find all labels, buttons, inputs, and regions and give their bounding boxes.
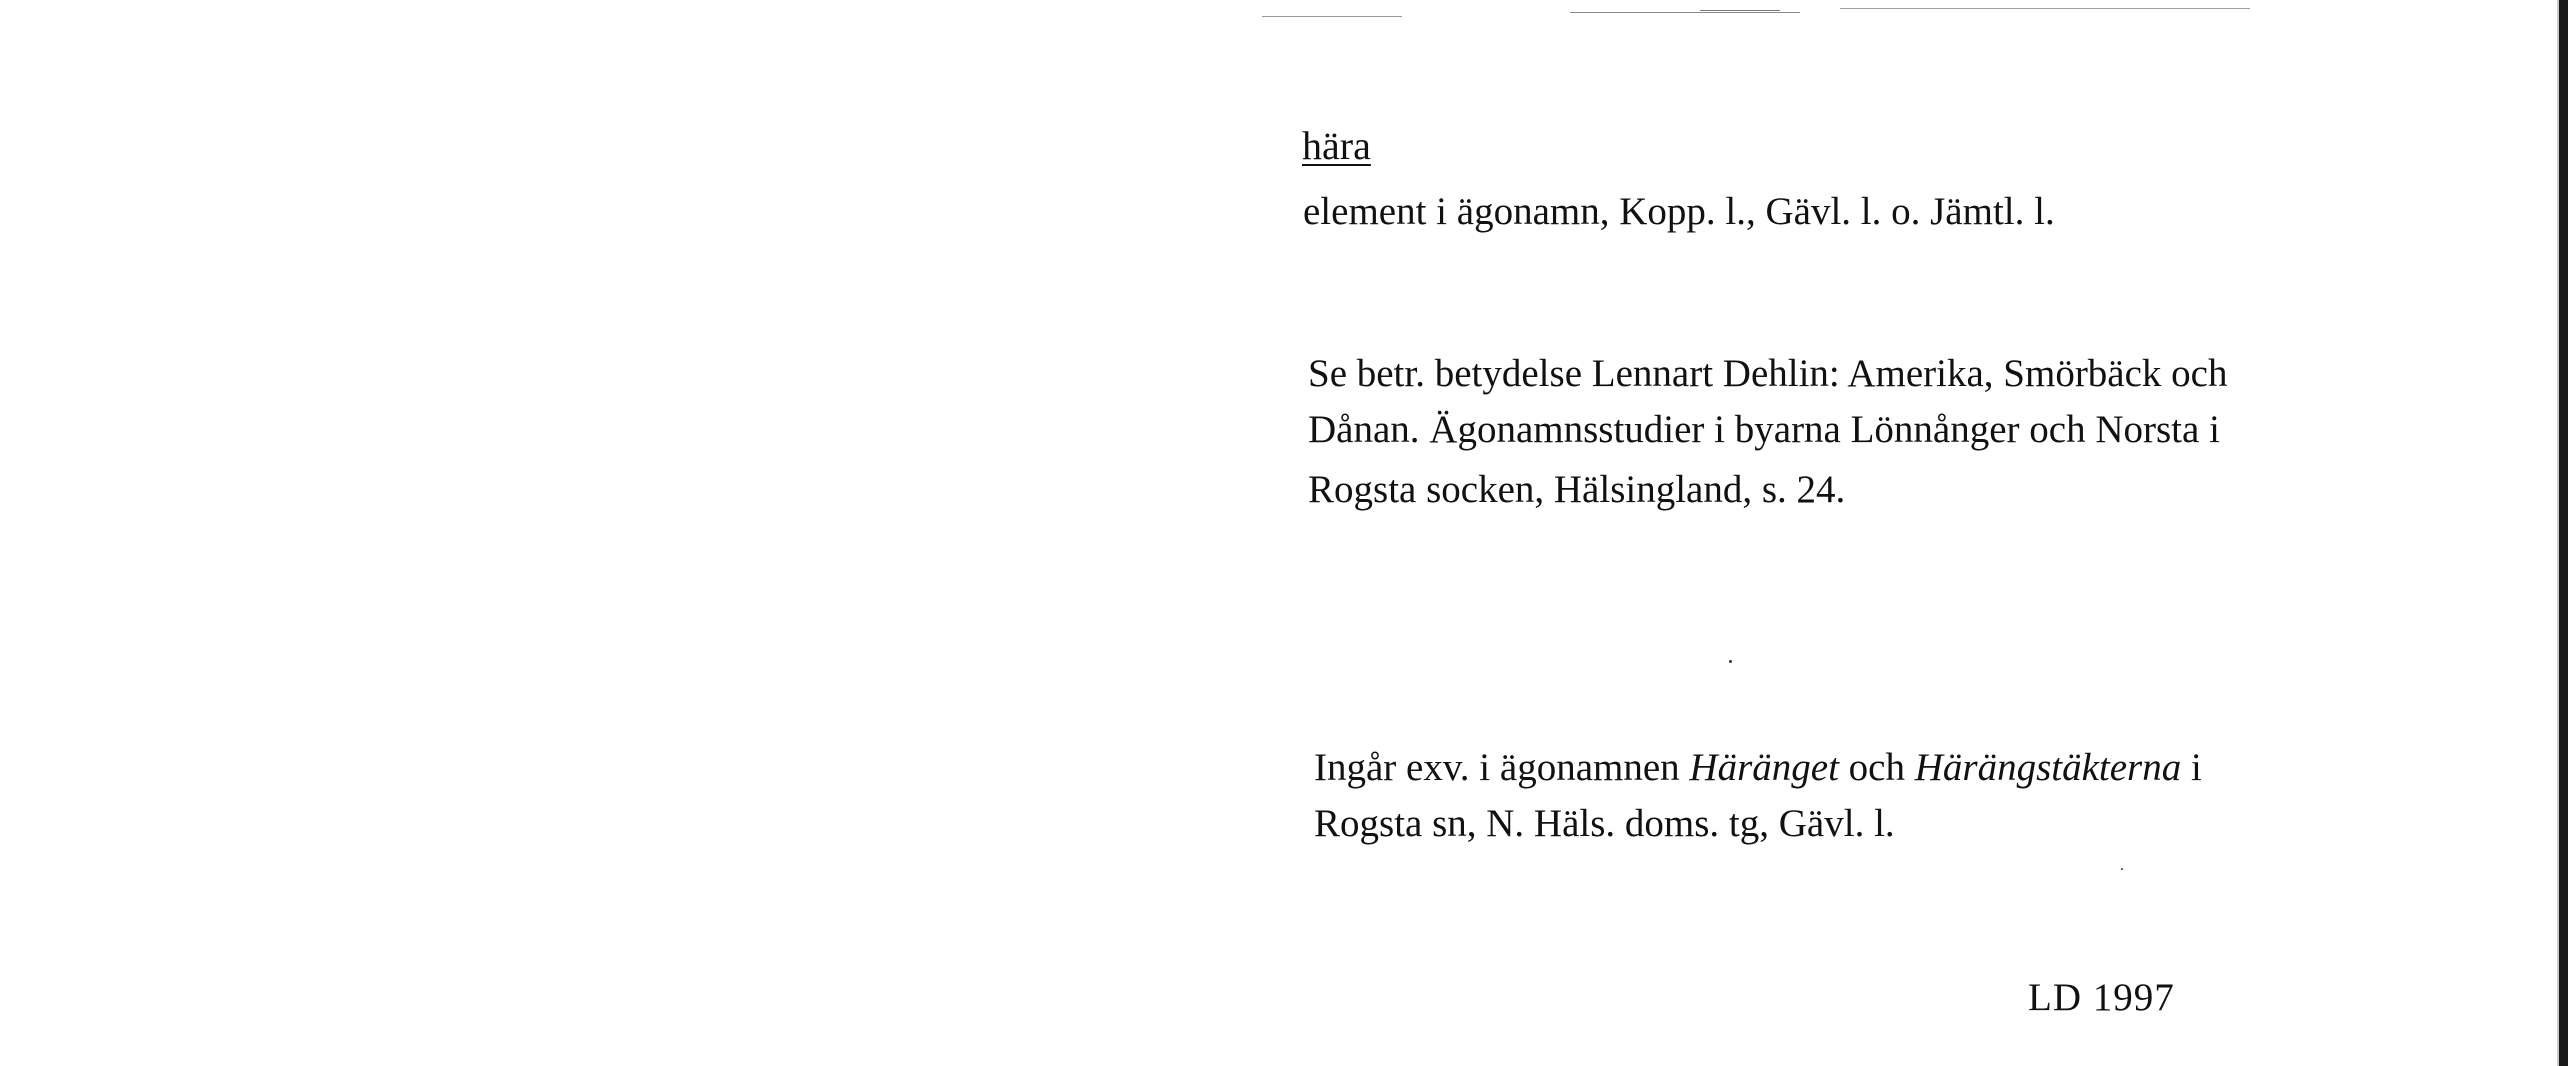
example-line-1 bbox=[1314, 740, 2202, 795]
reference-line-2: Dånan. Ägonamnsstudier i byarna Lönnånger och Norsta i bbox=[1308, 408, 2220, 451]
scan-artifact-line bbox=[1570, 12, 1800, 13]
scan-speck bbox=[2121, 868, 2123, 870]
page-edge bbox=[2559, 0, 2568, 1066]
example-suffix: i bbox=[2181, 746, 2202, 789]
scan-artifact-line bbox=[1700, 10, 1780, 11]
scan-artifact-line bbox=[1262, 16, 1402, 17]
reference-line-3: Rogsta socken, Hälsingland, s. 24. bbox=[1308, 468, 1846, 511]
place-name-harangstakterna: Härängstäkterna bbox=[1914, 746, 2182, 789]
definition-text: element i ägonamn, Kopp. l., Gävl. l. o. Jämtl. l. bbox=[1303, 190, 2055, 233]
example-prefix: Ingår exv. i ägonamnen bbox=[1314, 746, 1690, 789]
reference-line-1: Se betr. betydelse Lennart Dehlin: Amerika, Smörbäck och bbox=[1308, 352, 2228, 395]
example-conjunction: och bbox=[1838, 746, 1915, 789]
headword: hära bbox=[1302, 123, 1371, 168]
example-line-2: Rogsta sn, N. Häls. doms. tg, Gävl. l. bbox=[1314, 802, 1895, 845]
scan-speck bbox=[1729, 660, 1732, 663]
scan-artifact-line bbox=[1840, 8, 2250, 9]
author-signature: LD 1997 bbox=[2028, 976, 2175, 1019]
place-name-haranget: Häränget bbox=[1689, 746, 1839, 789]
